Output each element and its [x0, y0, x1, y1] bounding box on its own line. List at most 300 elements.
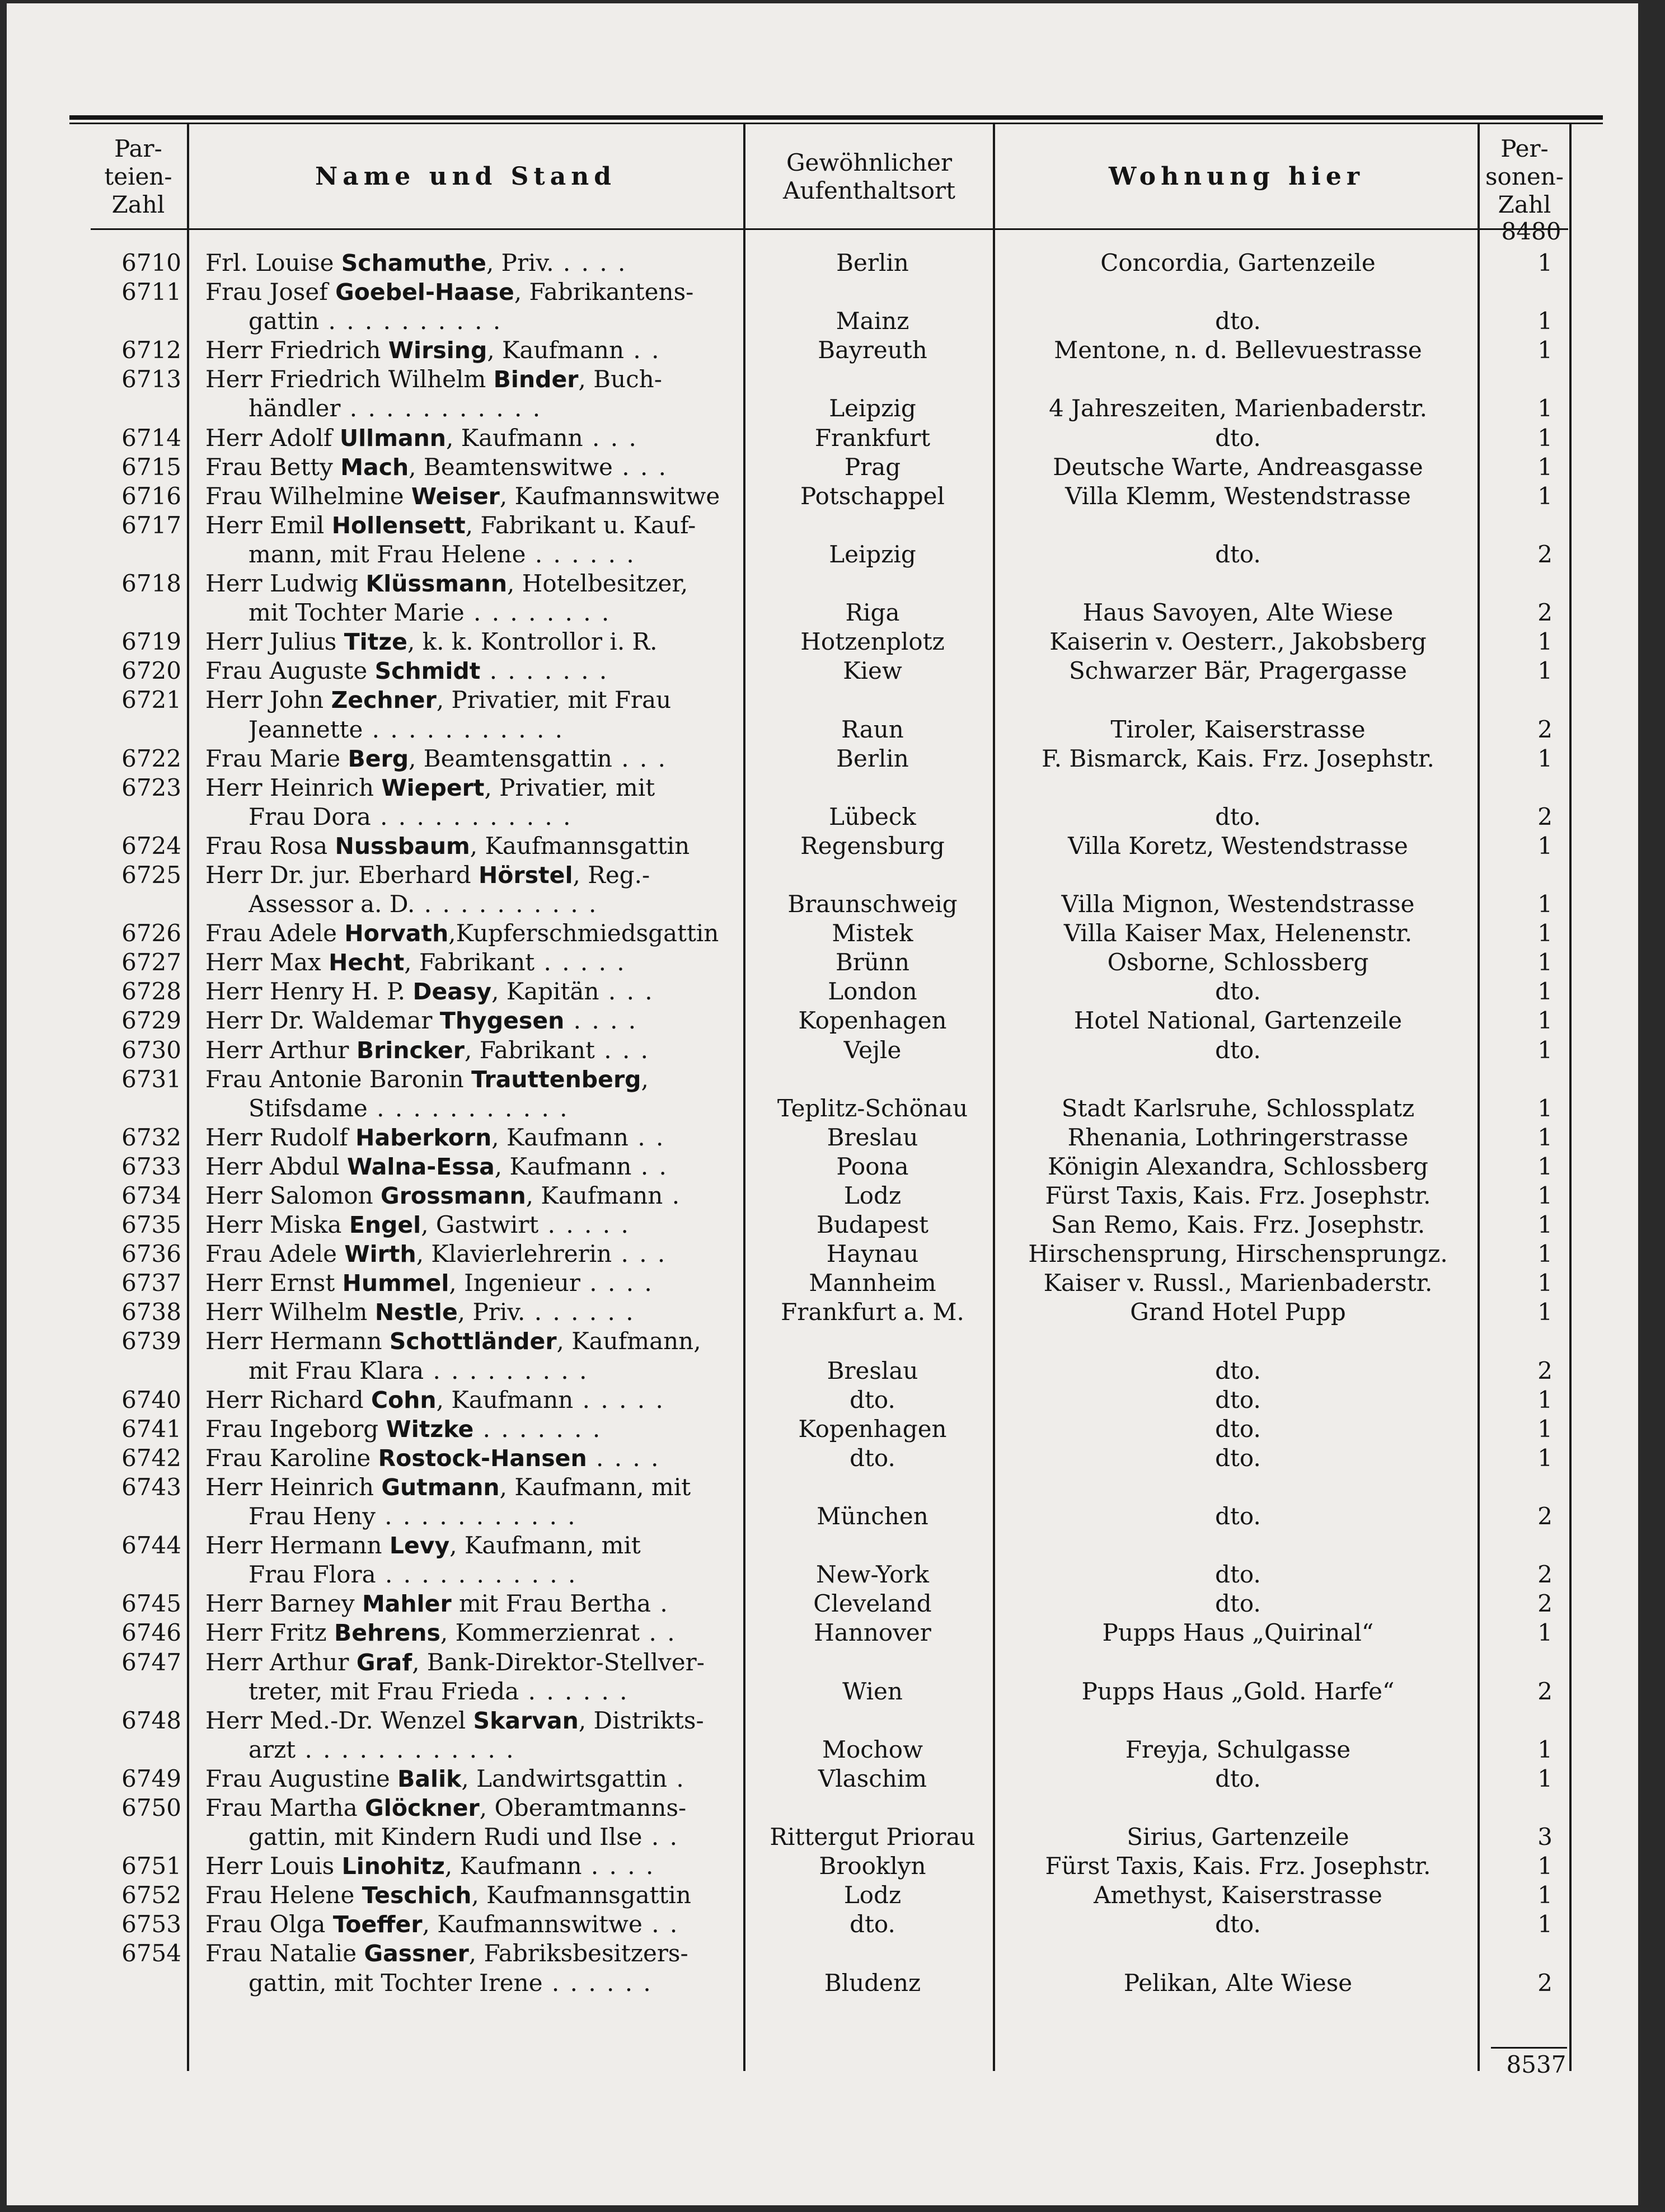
- origin: Frankfurt a. M.: [781, 1298, 964, 1326]
- persons-count: 1: [1537, 1298, 1553, 1326]
- party-number: 6737: [121, 1269, 181, 1297]
- name-and-status: [205, 336, 731, 365]
- status: , Buch-: [578, 365, 662, 393]
- table-row: [7, 1939, 1638, 1997]
- status: , Kaufmannswitwe: [422, 1910, 642, 1938]
- persons-count: 1: [1537, 1735, 1553, 1763]
- persons-count: 2: [1537, 802, 1553, 830]
- name-continuation-text: Frau Dora: [248, 802, 371, 830]
- status: , Fabriksbesitzers-: [468, 1939, 688, 1967]
- name-title: Herr Heinrich: [205, 773, 374, 801]
- name-continuation: [248, 394, 731, 423]
- leader-dots: . . . .: [580, 1269, 654, 1297]
- name-continuation: [248, 1560, 731, 1589]
- name-continuation: [248, 307, 731, 336]
- party-number: 6728: [121, 978, 181, 1006]
- persons-count: 1: [1537, 336, 1553, 364]
- surname: Engel: [349, 1211, 421, 1239]
- table-row: [7, 1473, 1638, 1531]
- table-row: [7, 773, 1638, 832]
- table-row: [7, 569, 1638, 627]
- surname: Haberkorn: [355, 1124, 492, 1151]
- name-title: Frau Adele: [205, 1240, 337, 1268]
- surname: Deasy: [412, 978, 492, 1006]
- table-row: [7, 1648, 1638, 1706]
- name-and-status: [205, 1939, 731, 1968]
- header-parteien-zahl: Par- teien- Zahl: [104, 135, 172, 218]
- persons-count: 1: [1537, 1240, 1553, 1268]
- name-title: Herr Hermann: [205, 1327, 382, 1355]
- table-row: [7, 1444, 1638, 1473]
- name-title: Frau Helene: [205, 1881, 355, 1909]
- name-and-status: [205, 569, 731, 598]
- party-number: 6729: [121, 1007, 181, 1035]
- status: , Kommerzienrat: [440, 1619, 640, 1647]
- surname: Weiser: [411, 482, 500, 510]
- persons-count: 2: [1537, 599, 1553, 627]
- origin: Frankfurt: [814, 424, 931, 452]
- name-and-status: [205, 1415, 731, 1444]
- name-continuation: [248, 1969, 731, 1998]
- header-personen-zahl: Per- sonen- Zahl: [1485, 135, 1564, 218]
- address: Pupps Haus „Quirinal“: [1102, 1619, 1374, 1647]
- leader-dots: . . . . . . . . . . .: [370, 802, 573, 830]
- table-row: [7, 627, 1638, 656]
- name-title: Herr Ernst: [205, 1269, 335, 1297]
- name-title: Herr Arthur: [205, 1036, 349, 1064]
- leader-dots: . . .: [612, 453, 668, 481]
- surname: Balik: [397, 1765, 462, 1792]
- persons-count: 1: [1537, 249, 1553, 276]
- address: Villa Koretz, Westendstrasse: [1068, 832, 1408, 860]
- address: dto.: [1215, 1502, 1261, 1530]
- address: Fürst Taxis, Kais. Frz. Josephstr.: [1045, 1182, 1431, 1209]
- persons-count: 2: [1537, 1356, 1553, 1384]
- name-title: Frau Natalie: [205, 1939, 357, 1967]
- surname: Toeffer: [332, 1911, 423, 1938]
- table-row: [7, 1123, 1638, 1152]
- surname: Witzke: [386, 1415, 474, 1443]
- status: , Fabrikantens-: [514, 278, 694, 306]
- party-number: 6749: [121, 1764, 181, 1792]
- address: dto.: [1215, 307, 1261, 335]
- surname: Walna-Essa: [346, 1153, 495, 1180]
- persons-count: 1: [1537, 1619, 1553, 1647]
- address: Villa Mignon, Westendstrasse: [1061, 890, 1415, 918]
- leader-dots: . . . .: [587, 1444, 660, 1472]
- persons-count: 1: [1537, 482, 1553, 510]
- address: Osborne, Schlossberg: [1107, 948, 1369, 976]
- address: Tiroler, Kaiserstrasse: [1110, 715, 1366, 743]
- address: dto.: [1215, 1764, 1261, 1792]
- table-row: [7, 1036, 1638, 1065]
- party-number: 6736: [121, 1240, 181, 1268]
- origin: Kopenhagen: [798, 1007, 947, 1035]
- status: , Kaufmann,: [556, 1327, 701, 1355]
- status: , Distrikts-: [578, 1706, 704, 1734]
- table-row: [7, 453, 1638, 482]
- table-row: [7, 1881, 1638, 1910]
- name-continuation: [248, 540, 731, 569]
- name-and-status: [205, 1473, 731, 1502]
- name-continuation-text: gattin, mit Tochter Irene: [248, 1969, 543, 1997]
- table-row: [7, 1269, 1638, 1298]
- persons-count: 1: [1537, 628, 1553, 656]
- surname: Titze: [344, 628, 407, 656]
- party-number: 6718: [121, 570, 181, 598]
- name-continuation: [248, 802, 731, 832]
- origin: Lübeck: [829, 802, 916, 830]
- status: , k. k. Kontrollor i. R.: [407, 628, 658, 656]
- origin: dto.: [850, 1386, 895, 1413]
- leader-dots: . .: [640, 1619, 677, 1647]
- name-and-status: [205, 482, 731, 511]
- origin: Bludenz: [824, 1969, 921, 1997]
- status: ,: [641, 1065, 649, 1093]
- status: , Kapitän: [491, 978, 599, 1006]
- persons-count: 3: [1537, 1823, 1553, 1851]
- party-number: 6743: [121, 1473, 181, 1501]
- status: , Beamtenswitwe: [409, 453, 613, 481]
- address: Villa Kaiser Max, Helenenstr.: [1063, 919, 1413, 947]
- origin: Mochow: [822, 1735, 923, 1763]
- persons-count: 1: [1537, 1852, 1553, 1880]
- party-number: 6725: [121, 861, 181, 889]
- leader-dots: . . . . . .: [542, 1969, 653, 1997]
- table-row: [7, 656, 1638, 685]
- name-and-status: [205, 1618, 731, 1647]
- party-number: 6733: [121, 1152, 181, 1180]
- party-number: 6711: [121, 278, 181, 306]
- origin: Vejle: [843, 1036, 902, 1064]
- surname: Gassner: [364, 1940, 469, 1967]
- name-continuation-text: arzt: [248, 1735, 296, 1763]
- origin: Riga: [845, 599, 900, 627]
- address: Haus Savoyen, Alte Wiese: [1082, 599, 1394, 627]
- surname: Teschich: [362, 1882, 472, 1909]
- name-and-status: [205, 365, 731, 394]
- address: Königin Alexandra, Schlossberg: [1048, 1152, 1428, 1180]
- table-row: [7, 482, 1638, 511]
- name-title: Herr Emil: [205, 511, 325, 539]
- name-and-status: [205, 1852, 731, 1881]
- address: Hotel National, Gartenzeile: [1073, 1007, 1403, 1035]
- origin: Vlaschim: [818, 1764, 927, 1792]
- name-title: Frau Martha: [205, 1793, 358, 1821]
- table-row: [7, 1531, 1638, 1589]
- surname: Graf: [356, 1649, 412, 1676]
- name-title: Frau Augustine: [205, 1764, 390, 1792]
- leader-dots: . . . . .: [573, 1386, 665, 1413]
- persons-count: 2: [1537, 715, 1553, 743]
- leader-dots: . .: [628, 1123, 665, 1151]
- header-bottom-rule: [91, 228, 1568, 230]
- surname: Berg: [348, 745, 409, 772]
- origin: Teplitz-Schönau: [777, 1094, 968, 1122]
- surname: Glöckner: [365, 1794, 480, 1821]
- name-and-status: [205, 278, 731, 307]
- leader-dots: .: [650, 1590, 669, 1618]
- status: , Landwirtsgattin: [461, 1764, 668, 1792]
- leader-dots: . .: [642, 1910, 679, 1938]
- surname: Schmidt: [374, 658, 481, 685]
- name-continuation: [248, 598, 731, 627]
- persons-count: 2: [1537, 540, 1553, 568]
- party-number: 6716: [121, 482, 181, 510]
- name-title: Herr Arthur: [205, 1648, 349, 1676]
- persons-count: 2: [1537, 1677, 1553, 1705]
- origin: dto.: [850, 1910, 895, 1938]
- origin: Breslau: [827, 1123, 918, 1151]
- status: , Klavierlehrerin: [416, 1240, 612, 1268]
- name-and-status: [205, 919, 731, 948]
- name-title: Herr Friedrich Wilhelm: [205, 365, 486, 393]
- persons-count: 1: [1537, 1269, 1553, 1297]
- persons-count: 1: [1537, 395, 1553, 422]
- party-number: 6750: [121, 1793, 181, 1821]
- name-title: Herr Dr. Waldemar: [205, 1007, 433, 1035]
- top-rule-thin: [69, 123, 1603, 124]
- table-row: [7, 1618, 1638, 1647]
- status: , Kaufmann, mit: [449, 1532, 641, 1560]
- name-continuation-text: gattin, mit Kindern Rudi und Ilse: [248, 1823, 642, 1851]
- header-name-und-stand: Name und Stand: [315, 162, 617, 191]
- origin: Poona: [836, 1152, 909, 1180]
- status: , Fabrikant: [404, 948, 535, 976]
- party-number: 6739: [121, 1327, 181, 1355]
- name-title: Herr Fritz: [205, 1619, 327, 1647]
- status: , Privatier, mit Frau: [436, 686, 672, 714]
- origin: Cleveland: [813, 1590, 932, 1618]
- party-number: 6721: [121, 686, 181, 714]
- leader-dots: . . . .: [581, 1852, 655, 1880]
- leader-dots: . . . .: [554, 249, 627, 276]
- name-title: Frau Rosa: [205, 832, 328, 860]
- surname: Rostock-Hansen: [378, 1444, 587, 1472]
- party-number: 6745: [121, 1590, 181, 1618]
- leader-dots: . . . . . . . . . . .: [340, 395, 542, 422]
- table-row: [7, 1210, 1638, 1239]
- address: Hirschensprung, Hirschensprungz.: [1028, 1240, 1448, 1268]
- table-row: [7, 1852, 1638, 1881]
- persons-count: 1: [1537, 832, 1553, 860]
- origin: Lodz: [843, 1881, 902, 1909]
- table-row: [7, 1386, 1638, 1415]
- party-number: 6715: [121, 453, 181, 481]
- name-and-status: [205, 773, 731, 802]
- leader-dots: . . .: [583, 424, 638, 452]
- name-and-status: [205, 977, 731, 1006]
- persons-count: 1: [1537, 1007, 1553, 1035]
- persons-count: 1: [1537, 1182, 1553, 1209]
- persons-count: 1: [1537, 1123, 1553, 1151]
- table-row: [7, 1793, 1638, 1852]
- party-number: 6738: [121, 1298, 181, 1326]
- origin: Braunschweig: [787, 890, 958, 918]
- origin: Brünn: [835, 948, 910, 976]
- origin: Mainz: [836, 307, 909, 335]
- address: San Remo, Kais. Frz. Josephstr.: [1050, 1211, 1425, 1239]
- status: , Beamtensgattin: [409, 744, 612, 772]
- persons-count: 1: [1537, 307, 1553, 335]
- party-number: 6730: [121, 1036, 181, 1064]
- name-continuation-text: treter, mit Frau Frieda: [248, 1677, 519, 1705]
- table-row: [7, 511, 1638, 569]
- origin: Raun: [841, 715, 904, 743]
- leader-dots: . . . . . . . . . .: [319, 307, 503, 335]
- persons-count: 1: [1537, 1386, 1553, 1413]
- address: Mentone, n. d. Bellevuestrasse: [1054, 336, 1422, 364]
- party-number: 6744: [121, 1532, 181, 1560]
- name-and-status: [205, 1210, 731, 1239]
- origin: Leipzig: [829, 540, 916, 568]
- address: Pupps Haus „Gold. Harfe“: [1081, 1677, 1395, 1705]
- leader-dots: . .: [642, 1823, 679, 1851]
- name-title: Frau Betty: [205, 453, 333, 481]
- header-wohnung-hier: Wohnung hier: [1108, 162, 1365, 191]
- top-rule-thick: [69, 115, 1603, 120]
- address: Pelikan, Alte Wiese: [1123, 1969, 1353, 1997]
- address: dto.: [1215, 1910, 1261, 1938]
- name-title: Herr Med.-Dr. Wenzel: [205, 1706, 466, 1734]
- address: Rhenania, Lothringerstrasse: [1067, 1123, 1409, 1151]
- origin: Berlin: [836, 744, 909, 772]
- name-continuation-text: händler: [248, 395, 341, 422]
- address: Villa Klemm, Westendstrasse: [1065, 482, 1411, 510]
- name-continuation: [248, 1502, 731, 1531]
- leader-dots: . . . . . . . . . . .: [363, 715, 565, 743]
- status: , Bank-Direktor-Stellver-: [412, 1648, 705, 1676]
- address: Deutsche Warte, Andreasgasse: [1053, 453, 1423, 481]
- address: dto.: [1215, 540, 1261, 568]
- register-page: [7, 3, 1638, 2205]
- address: dto.: [1215, 1444, 1261, 1472]
- table-row: [7, 1327, 1638, 1385]
- surname: Nussbaum: [335, 832, 470, 860]
- leader-dots: . . . . . . .: [473, 1415, 602, 1443]
- surname: Skarvan: [473, 1707, 579, 1734]
- surname: Brincker: [356, 1036, 465, 1064]
- name-title: Herr Heinrich: [205, 1473, 374, 1501]
- name-title: Frau Wilhelmine: [205, 482, 404, 510]
- name-continuation-text: mann, mit Frau Helene: [248, 540, 526, 568]
- persons-count: 1: [1537, 1764, 1553, 1792]
- persons-count: 1: [1537, 1415, 1553, 1443]
- party-number: 6746: [121, 1619, 181, 1647]
- surname: Goebel-Haase: [335, 279, 514, 306]
- surname: Hörstel: [478, 861, 573, 889]
- address: Grand Hotel Pupp: [1130, 1298, 1346, 1326]
- name-title: Herr Julius: [205, 628, 337, 656]
- origin: London: [828, 978, 917, 1006]
- name-and-status: [205, 1006, 731, 1035]
- name-continuation-text: gattin: [248, 307, 320, 335]
- surname: Horvath: [344, 920, 449, 947]
- address: dto.: [1215, 978, 1261, 1006]
- leader-dots: . . . . . . . . . .: [415, 890, 598, 918]
- party-number: 6753: [121, 1910, 181, 1938]
- name-and-status: [205, 1706, 731, 1735]
- name-and-status: [205, 744, 731, 773]
- name-and-status: [205, 1065, 731, 1094]
- persons-count: 2: [1537, 1502, 1553, 1530]
- party-number: 6722: [121, 744, 181, 772]
- name-title: Herr Abdul: [205, 1152, 340, 1180]
- address: Amethyst, Kaiserstrasse: [1094, 1881, 1382, 1909]
- origin: dto.: [850, 1444, 895, 1472]
- leader-dots: . . . . . .: [526, 540, 636, 568]
- persons-count: 1: [1537, 453, 1553, 481]
- persons-count: 1: [1537, 657, 1553, 685]
- persons-count: 1: [1537, 978, 1553, 1006]
- name-continuation-text: mit Tochter Marie: [248, 599, 465, 627]
- name-and-status: [205, 627, 731, 656]
- address: Fürst Taxis, Kais. Frz. Josephstr.: [1045, 1852, 1431, 1880]
- name-and-status: [205, 453, 731, 482]
- party-number: 6713: [121, 365, 181, 393]
- name-title: Herr Adolf: [205, 424, 332, 452]
- origin: Lodz: [843, 1182, 902, 1209]
- party-number: 6734: [121, 1182, 181, 1209]
- surname: Hecht: [329, 949, 405, 976]
- status: , Kaufmann, mit: [499, 1473, 691, 1501]
- leader-dots: . . .: [612, 744, 667, 772]
- name-title: Frau Ingeborg: [205, 1415, 379, 1443]
- name-and-status: [205, 685, 731, 715]
- name-continuation-text: Frau Flora: [248, 1561, 376, 1589]
- status: mit Frau Bertha: [451, 1590, 651, 1618]
- persons-count: 1: [1537, 744, 1553, 772]
- header-aufenthaltsort: Gewöhnlicher Aufenthaltsort: [783, 149, 955, 204]
- persons-count: 1: [1537, 1881, 1553, 1909]
- origin: Potschappel: [800, 482, 945, 510]
- name-and-status: [205, 511, 731, 540]
- name-and-status: [205, 1269, 731, 1298]
- table-row: [7, 685, 1638, 744]
- origin: Leipzig: [829, 395, 916, 422]
- origin: Rittergut Priorau: [770, 1823, 975, 1851]
- persons-count: 1: [1537, 1152, 1553, 1180]
- name-continuation: [248, 1823, 731, 1852]
- status: , Kaufmannsgattin: [470, 832, 690, 860]
- persons-count: 1: [1537, 1910, 1553, 1938]
- surname: Cohn: [370, 1386, 437, 1413]
- status: , Kaufmann: [446, 424, 583, 452]
- surname: Schamuthe: [341, 250, 486, 276]
- party-number: 6710: [121, 249, 181, 276]
- name-title: Frau Antonie Baronin: [205, 1065, 464, 1093]
- status: , Kaufmann: [487, 336, 625, 364]
- name-and-status: [205, 1648, 731, 1677]
- origin: New-York: [815, 1561, 930, 1589]
- name-continuation: [248, 1094, 731, 1123]
- status: , Reg.-: [573, 861, 650, 889]
- origin: Brooklyn: [819, 1852, 926, 1880]
- name-and-status: [205, 1327, 731, 1356]
- table-row: [7, 1589, 1638, 1618]
- leader-dots: . . . .: [564, 1007, 638, 1035]
- party-number: 6747: [121, 1648, 181, 1676]
- surname: Klüssmann: [365, 570, 508, 598]
- party-number: 6748: [121, 1706, 181, 1734]
- name-and-status: [205, 1239, 731, 1269]
- table-row: [7, 1706, 1638, 1764]
- name-title: Herr Friedrich: [205, 336, 381, 364]
- origin: Kiew: [843, 657, 902, 685]
- table-row: [7, 1764, 1638, 1793]
- name-title: Herr Barney: [205, 1590, 355, 1618]
- persons-count: 1: [1537, 1444, 1553, 1472]
